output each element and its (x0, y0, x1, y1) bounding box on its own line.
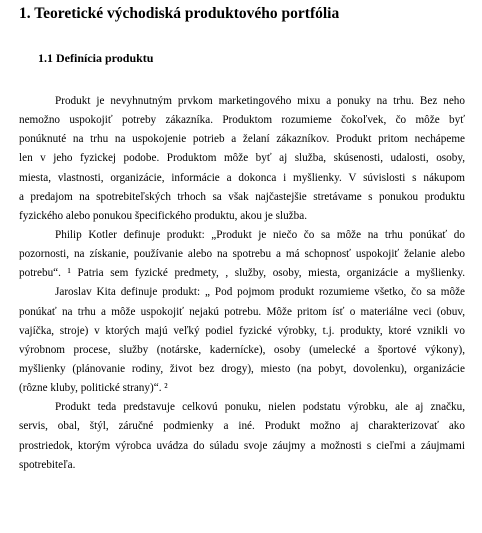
text-line: servis, obal, štýl, záručné podmienky a iné. Produkt možno aj charakterizovať ako (19, 420, 465, 433)
text-line: vajíčka, stroje) v ktorých majú veľký podiel fyzické výrobky, t.j. produkty, ktoré vznikli vo (19, 324, 465, 337)
text-line: Philip Kotler definuje produkt: „Produkt je niečo čo sa môže na trhu ponúkať do (55, 228, 465, 241)
body-text (19, 92, 465, 475)
text-line: Produkt je nevyhnutným prvkom marketingového mixu a ponuky na trhu. Bez neho (55, 95, 465, 107)
text-line: miesta, vlastnosti, organizácie, informácie a dokonca i myšlienky. V súvislosti s nákupom (19, 171, 465, 184)
text-line: výrobnom procese, služby (notárske, kadernícke), osoby (umelecké a športové výkony), (19, 343, 465, 356)
text-line: len v jeho fyzickej podobe. Produktom môže byť aj služba, skúsenosti, udalosti, osoby, (19, 152, 465, 165)
text-line: nemožno uspokojiť potreby zákazníka. Produktom rozumieme čokoľvek, čo môže byť (19, 114, 465, 127)
text-line: prostriedok, ktorým výrobca uvádza do súladu svoje záujmy a možnosti s cieľmi a záujmami (19, 439, 465, 452)
text-line: Produkt teda predstavuje celkovú ponuku, nielen podstatu výrobku, ale aj značku, (55, 401, 465, 414)
text-line: fyzického alebo ponukou špecifického produktu, akou je služba. (19, 209, 307, 222)
text-line: ponúkať na trhu a môže uspokojiť nejakú potrebu. Môže pritom ísť o materiálne veci (obuv, (19, 305, 465, 318)
subsection-heading: 1.1 Definícia produktu (38, 51, 154, 65)
text-line: ponúknuté na trhu na uspokojenie potrieb a želaní zákazníkov. Produkt pritom nechápeme (19, 133, 465, 146)
text-line: (rôzne kluby, politické strany)“. ² (19, 382, 168, 395)
section-heading: 1. Teoretické východiská produktového portfólia (19, 5, 340, 22)
text-line: a predajom na spotrebiteľských trhoch sa však najčastejšie stretávame s ponukou produktu (19, 190, 465, 203)
text-line: myšlienky (plánovanie rodiny, život bez drogy), miesto (na pobyt, dovolenku), organizácie (19, 362, 465, 375)
text-line: Jaroslav Kita definuje produkt: „ Pod pojmom produkt rozumieme všetko, čo sa môže (55, 286, 465, 299)
text-line: pozornosti, na získanie, používanie alebo na spotrebu a má schopnosť uspokojiť želanie alebo (19, 248, 465, 261)
text-line: potrebu“. ¹ Patria sem fyzické predmety, , služby, osoby, miesta, organizácie a myšlienky. (19, 267, 465, 280)
text-line: spotrebiteľa. (19, 458, 76, 471)
